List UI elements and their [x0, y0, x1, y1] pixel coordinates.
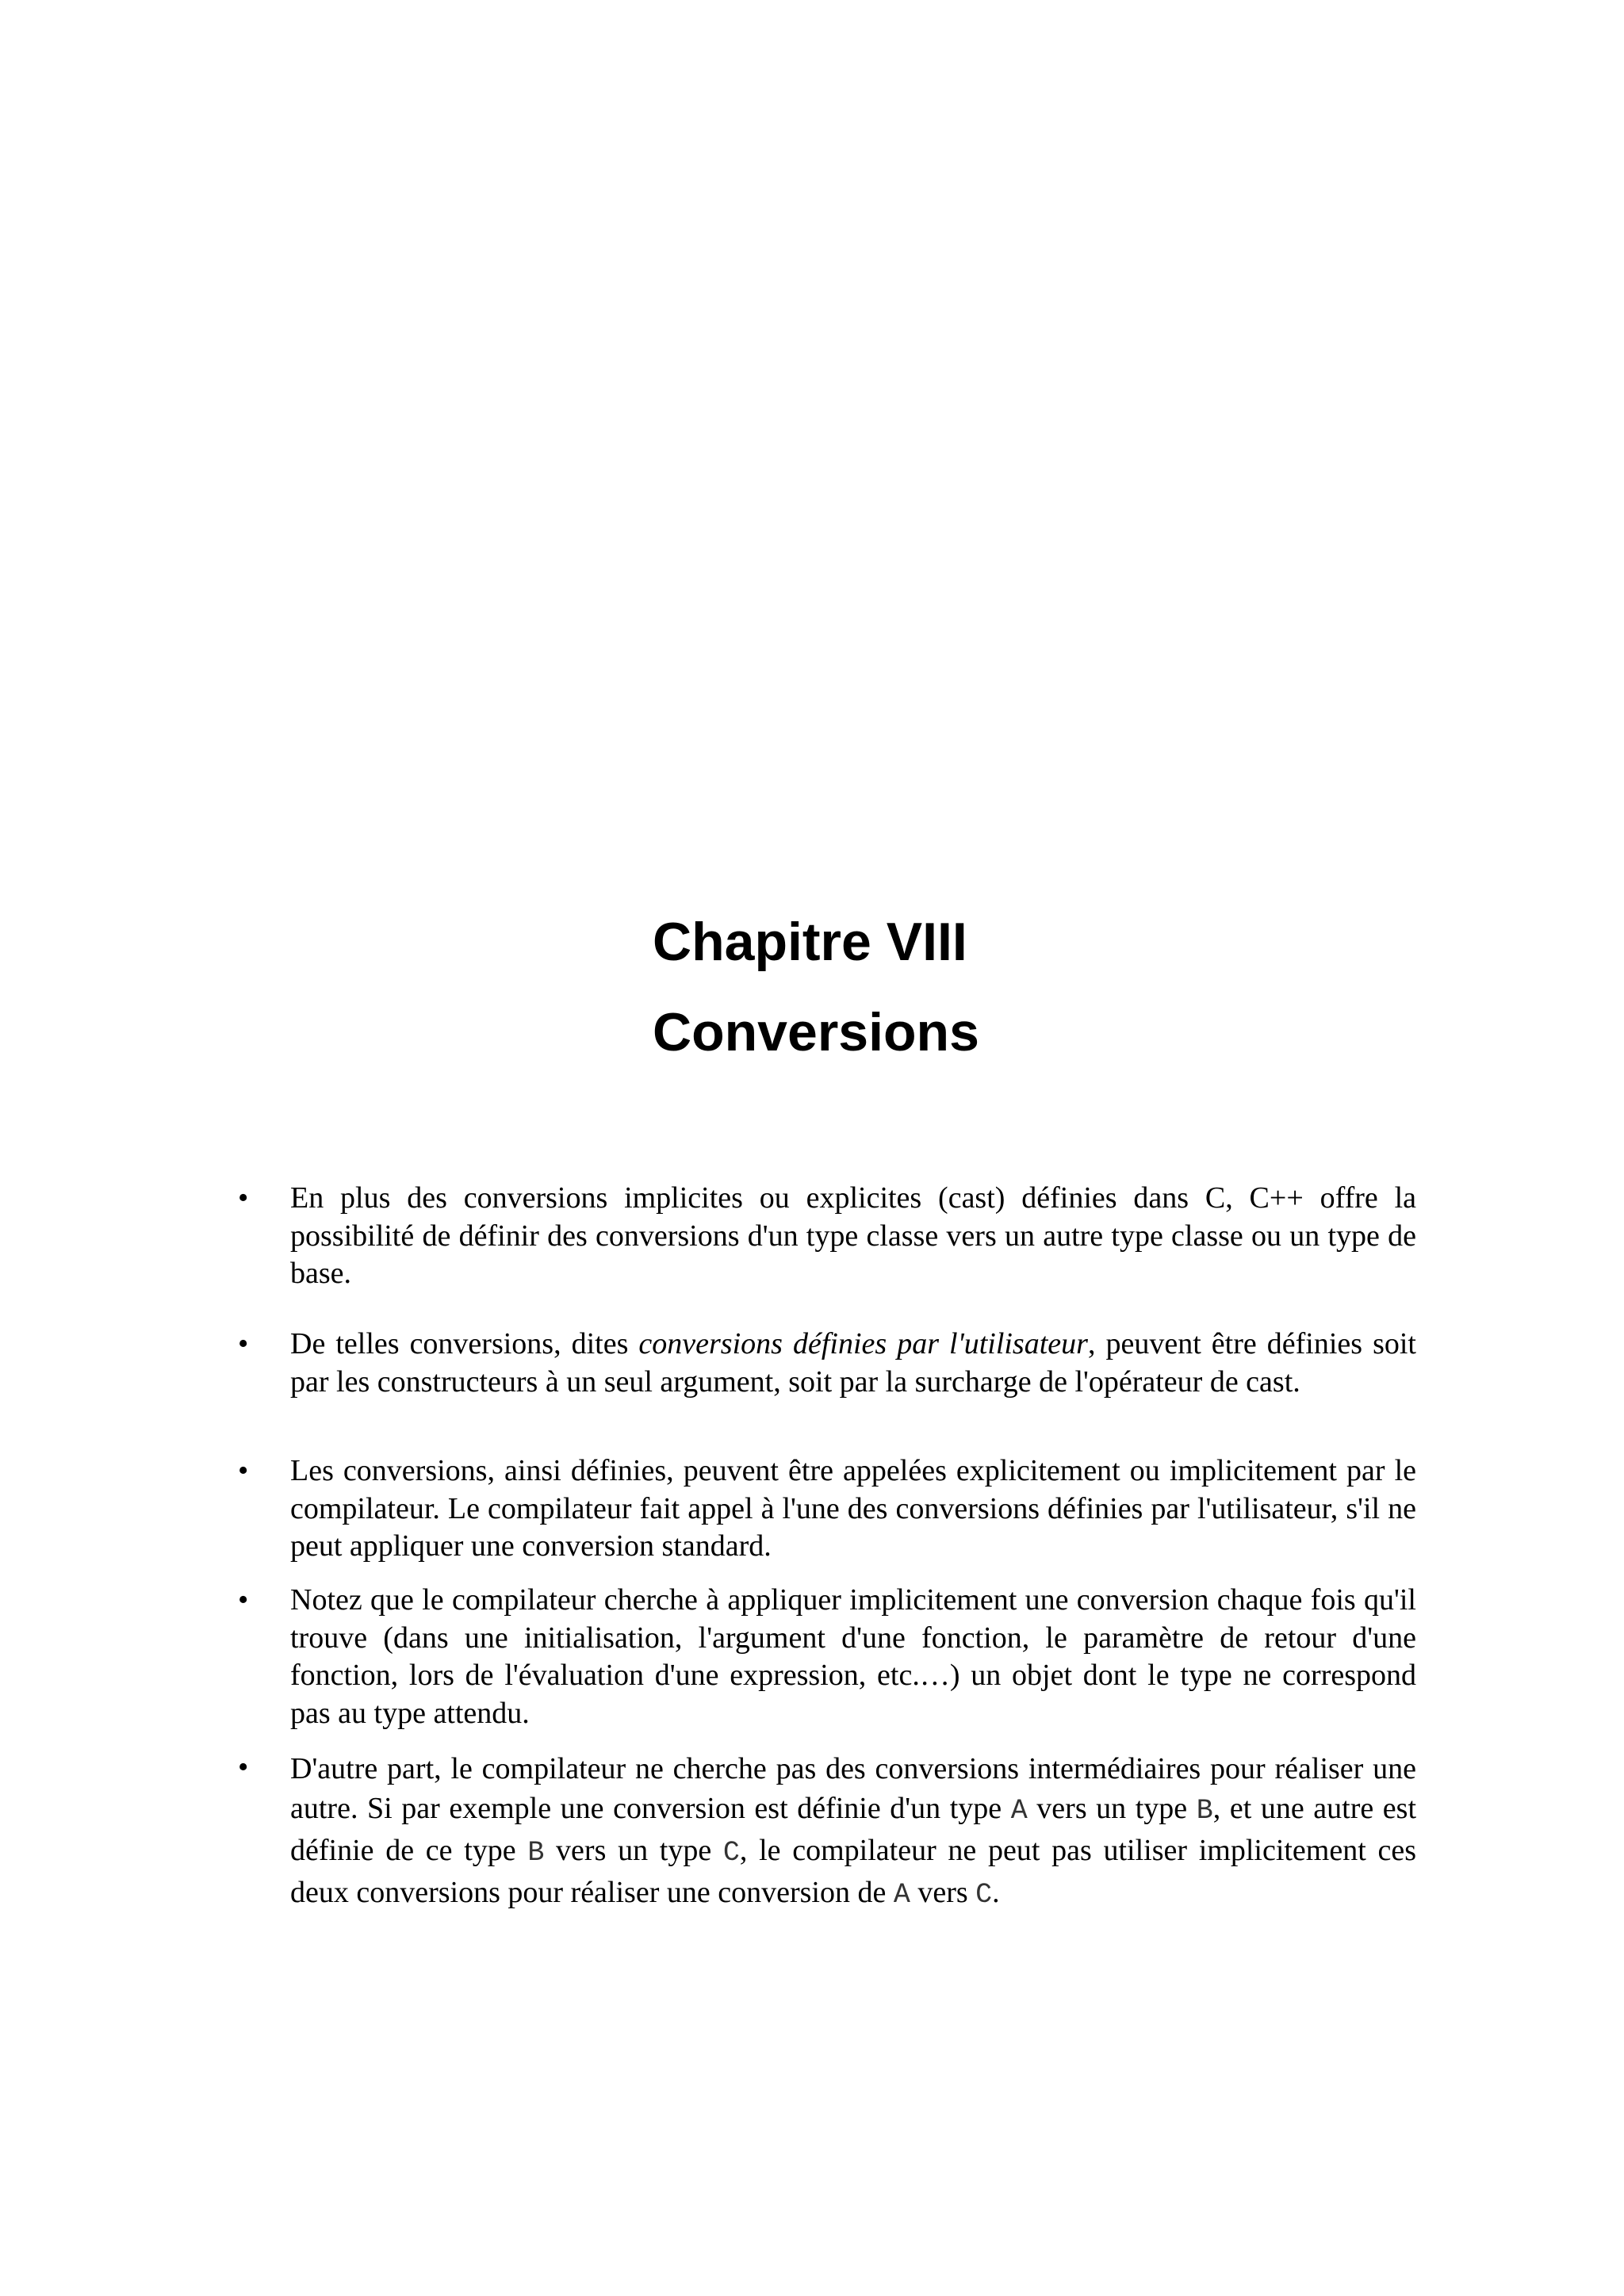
bullet-text [290, 1326, 1416, 1401]
bullet-text: Notez que le compilateur cherche à appliquer implicitement une conversion chaque fois qu'il trouve (dans une initialisation, l'argument d'une fonction, le paramètre de retour d'une fonction, lors de l'évaluation d'une expression, etc.…) un objet dont le type ne correspond pas au type attendu. [290, 1583, 1416, 1730]
chapter-header [653, 910, 1208, 1064]
emphasized-term: conversions définies par l'utilisateur [638, 1327, 1088, 1360]
code-type-b: B [1196, 1795, 1213, 1827]
text-segment: vers [910, 1876, 976, 1909]
code-type-b: B [527, 1837, 545, 1869]
code-type-c: C [722, 1837, 740, 1869]
bullet-marker: • [238, 1454, 249, 1487]
chapter-title: Conversions [653, 1002, 979, 1062]
text-segment: , peuvent être définies soit par les constructeurs à un seul argument, soit par la surcharge de l'opérateur de cast. [290, 1327, 1416, 1399]
bullet-marker: • [238, 1181, 249, 1215]
bullet-text: Les conversions, ainsi définies, peuvent être appelées explicitement ou implicitement par le compilateur. Le compilateur fait appel à l'une des conversions définies par l'utilisateur, s'il ne peut appliquer une conversion standard. [290, 1454, 1416, 1563]
text-segment: De telles conversions, dites [290, 1327, 639, 1360]
text-segment: vers un type [544, 1834, 723, 1867]
bullet-text: En plus des conversions implicites ou explicites (cast) définies dans C, C++ offre la possibilité de définir des conversions d'un type classe vers un autre type classe ou un type de base. [290, 1181, 1416, 1290]
text-segment: . [992, 1876, 1000, 1909]
code-type-a: A [893, 1879, 910, 1911]
bullet-text [290, 1749, 1416, 1915]
text-segment: D'autre part, le compilateur ne cherche pas des conversions intermédiaires pour réaliser une autre. Si par exemple une conversion est définie d'un type [290, 1752, 1416, 1825]
bullet-marker: • [238, 1583, 249, 1617]
text-segment: , et une autre est définie de ce type [290, 1792, 1417, 1867]
bullet-marker: • [238, 1751, 249, 1784]
code-type-a: A [1010, 1795, 1028, 1827]
code-type-c: C [975, 1879, 993, 1911]
chapter-number: Chapitre VIII [653, 912, 967, 972]
bullet-marker: • [238, 1327, 249, 1360]
text-segment: vers un type [1027, 1792, 1197, 1825]
text-segment: , le compilateur ne peut pas utiliser implicitement ces deux conversions pour réaliser une conversion de [290, 1834, 1417, 1909]
